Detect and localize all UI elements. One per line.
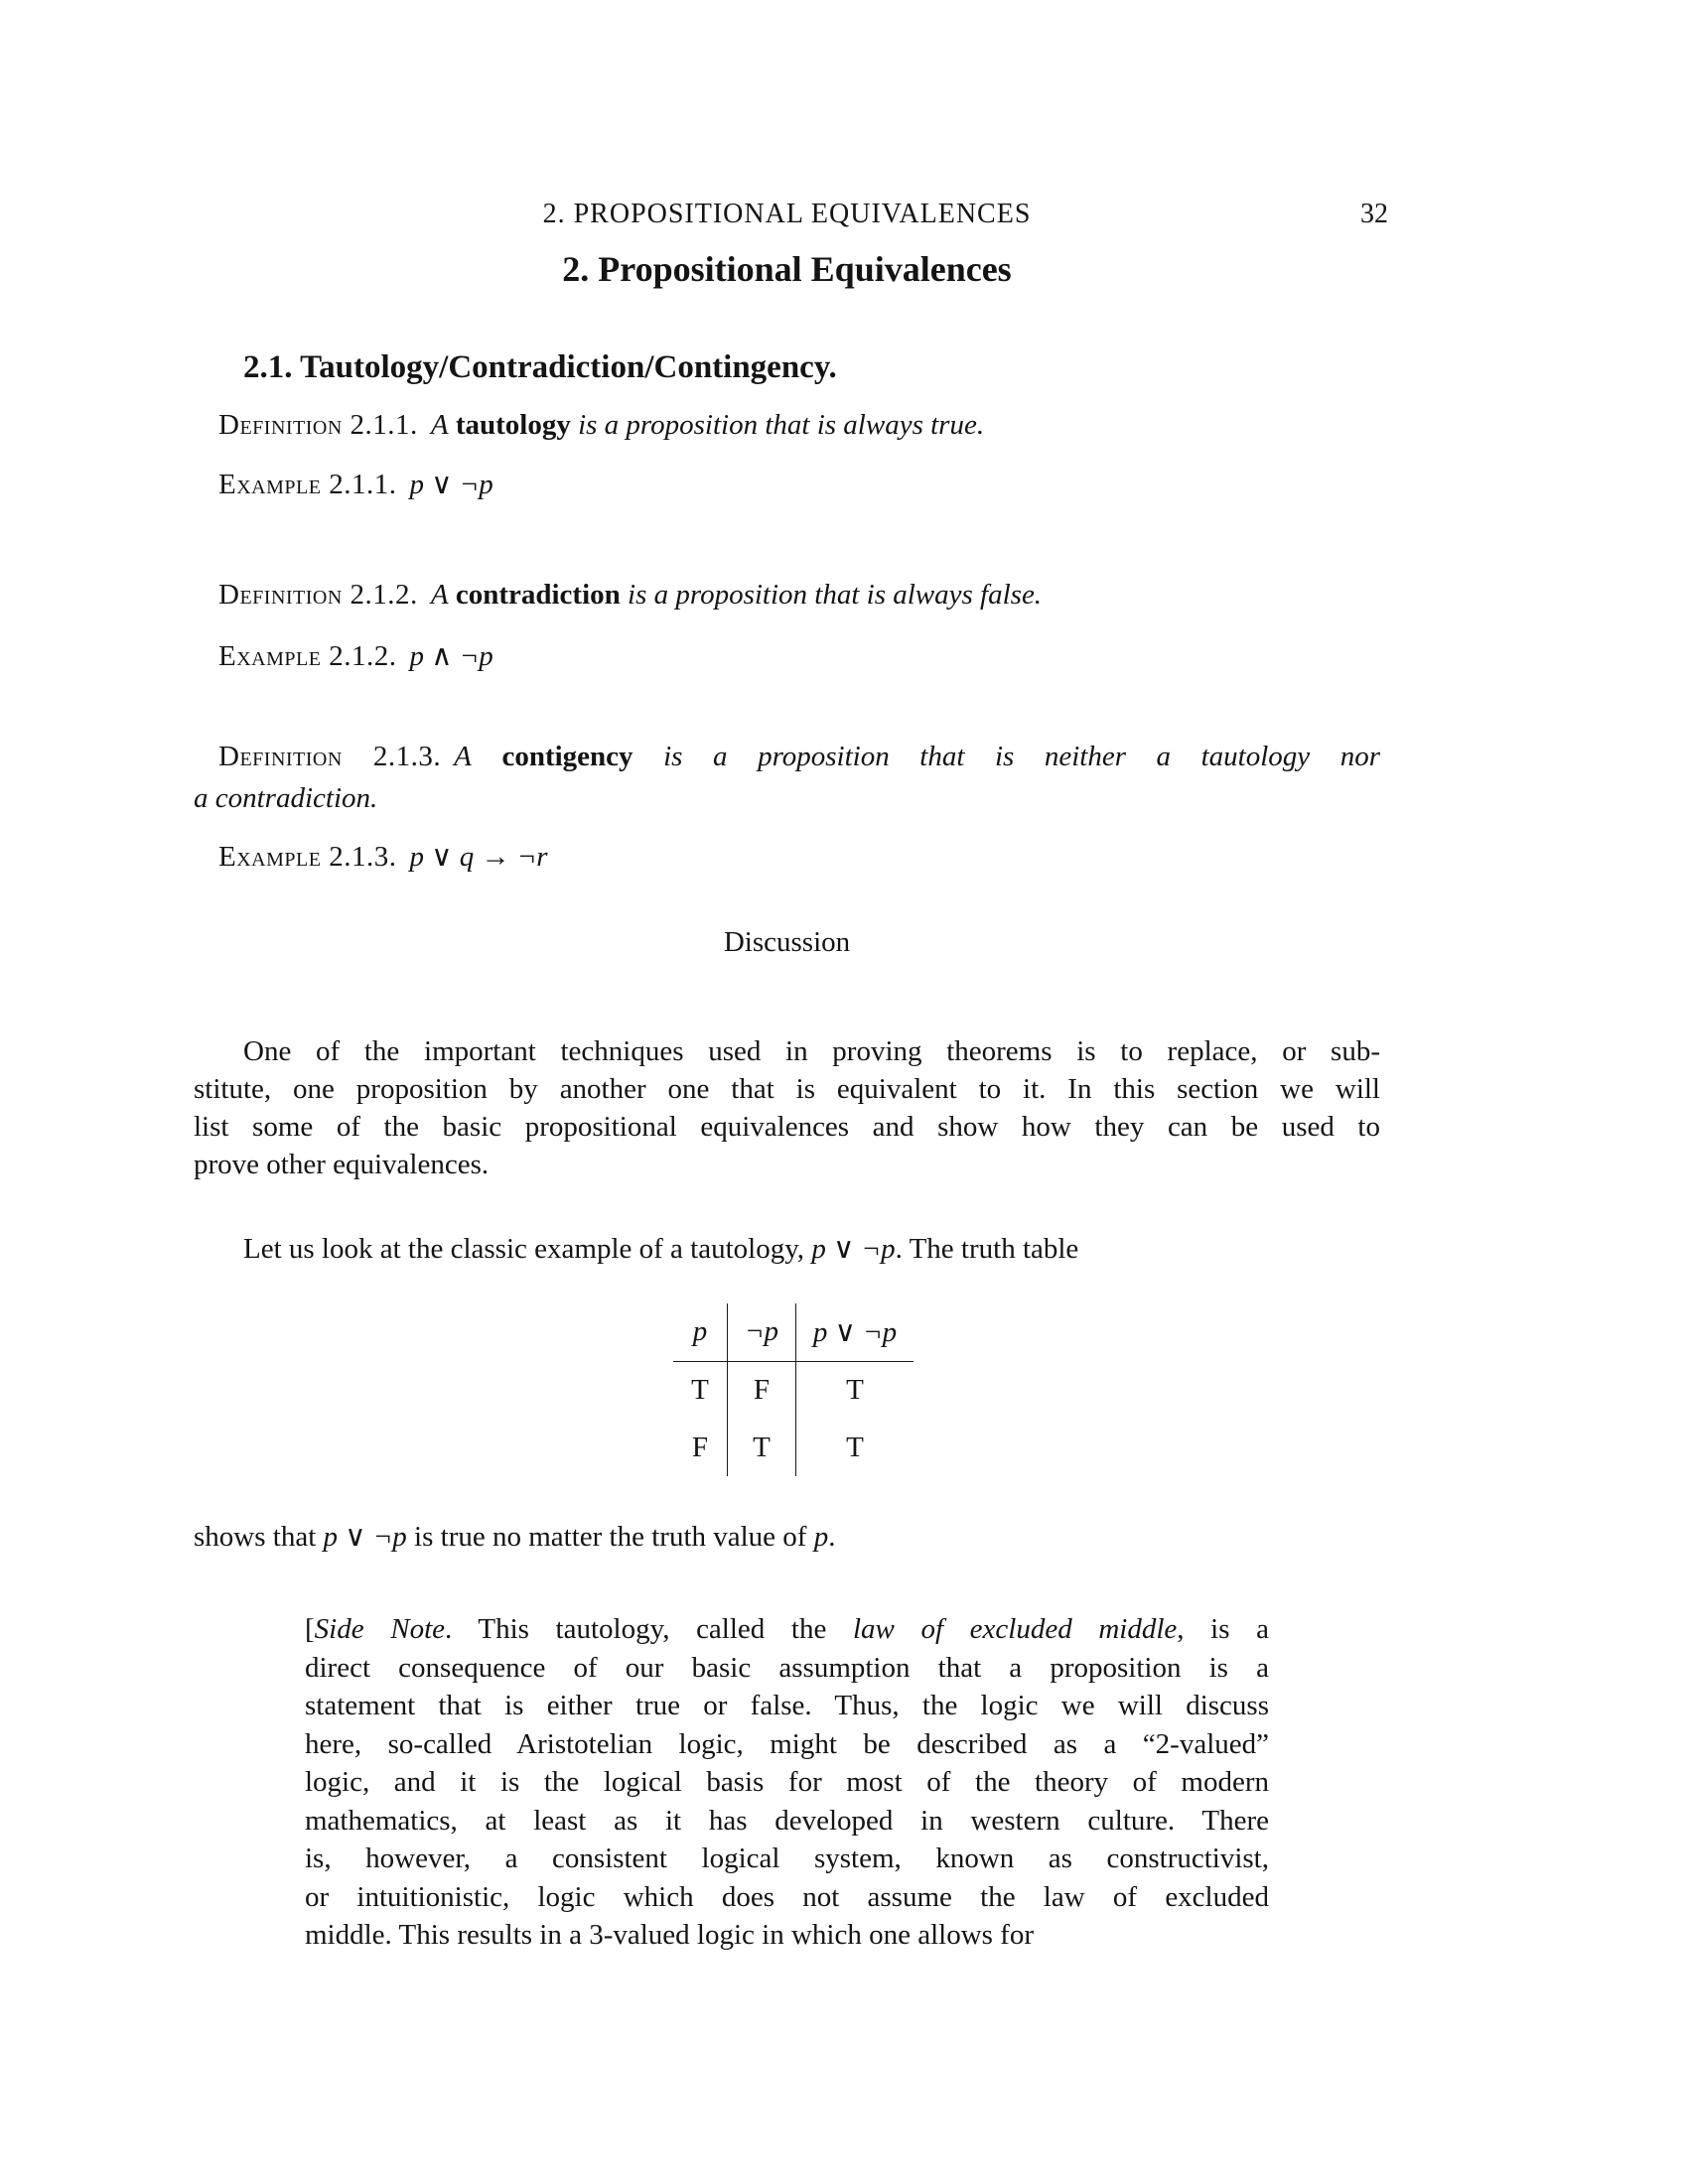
definition-article: A xyxy=(430,409,449,441)
paragraph-text: . xyxy=(828,1521,836,1553)
truth-table-row xyxy=(673,1419,914,1476)
definition-text: is a proposition that is neither a tautology nor xyxy=(663,741,1381,772)
paragraph-line: stitute, one proposition by another one that is equivalent to it. In this section we will xyxy=(194,1073,1380,1105)
page-number: 32 xyxy=(1360,199,1388,229)
example-2-1-2 xyxy=(218,638,493,673)
section-heading: 2.1. Tautology/Contradiction/Contingency. xyxy=(243,349,837,385)
truth-table-header-cell: p ∨ ¬p xyxy=(796,1303,914,1361)
side-note-line: statement that is either true or false. Thus, the logic we will discuss xyxy=(305,1690,1269,1721)
paragraph-line: prove other equivalences. xyxy=(194,1149,490,1180)
paragraph-text: . The truth table xyxy=(895,1233,1079,1265)
example-formula: p ∧ ¬p xyxy=(409,640,493,672)
side-note-bracket: [ xyxy=(305,1613,315,1645)
truth-table-cell: T xyxy=(796,1361,914,1419)
truth-table-header-cell: p xyxy=(673,1303,728,1361)
definition-text: is a proposition that is always false. xyxy=(628,579,1043,611)
running-head xyxy=(194,199,1388,230)
paragraph-text: is true no matter the truth value of xyxy=(414,1521,807,1553)
definition-2-1-2 xyxy=(218,579,1042,612)
side-note-label: Side Note xyxy=(314,1613,445,1645)
side-note-line: logic, and it is the logical basis for most of the theory of modern xyxy=(305,1766,1269,1798)
truth-table-header-cell: ¬p xyxy=(728,1303,796,1361)
example-formula: p ∨ ¬p xyxy=(409,469,493,500)
example-2-1-3 xyxy=(218,839,548,874)
truth-table-row xyxy=(673,1361,914,1419)
example-2-1-1 xyxy=(218,467,493,501)
truth-table-cell: F xyxy=(691,1431,709,1463)
side-note-line: is, however, a consistent logical system, known as constructivist, xyxy=(305,1843,1269,1874)
side-note-line: here, so-called Aristotelian logic, might be described as a “2-valued” xyxy=(305,1727,1269,1760)
truth-table-header-row xyxy=(673,1303,914,1361)
paragraph-3 xyxy=(194,1519,835,1554)
truth-table-cell: T xyxy=(691,1373,709,1406)
definition-label: Definition 2.1.1. xyxy=(218,409,418,441)
definition-label: Definition 2.1.2. xyxy=(218,579,418,611)
definition-text: is a proposition that is always true. xyxy=(578,409,985,441)
inline-formula: p xyxy=(813,1521,829,1553)
inline-formula: p ∨ ¬p xyxy=(811,1233,896,1265)
side-note-text: , is a xyxy=(1177,1613,1269,1645)
definition-term: tautology xyxy=(455,409,571,441)
definition-article: A xyxy=(430,579,449,611)
definition-term: contradiction xyxy=(455,579,621,611)
truth-table-cell: T xyxy=(796,1419,914,1476)
example-label: Example 2.1.1. xyxy=(218,469,397,500)
example-label: Example 2.1.3. xyxy=(218,841,397,873)
truth-table xyxy=(673,1303,914,1476)
paragraph-text: shows that xyxy=(194,1521,317,1553)
paragraph-line: list some of the basic propositional equivalences and show how they can be used to xyxy=(194,1111,1380,1143)
definition-2-1-1 xyxy=(218,409,984,442)
side-note-line: direct consequence of our basic assumption that a proposition is a xyxy=(305,1651,1269,1684)
page-title: 2. Propositional Equivalences xyxy=(562,249,1012,289)
side-note-text: . This tautology, called the xyxy=(445,1613,853,1645)
side-note-line: mathematics, at least as it has developed in western culture. There xyxy=(305,1804,1269,1837)
truth-table-cell: T xyxy=(728,1419,796,1476)
definition-article: A xyxy=(454,741,472,772)
side-note xyxy=(305,1610,1269,1955)
paragraph-2 xyxy=(243,1231,1078,1266)
discussion-heading: Discussion xyxy=(723,926,851,958)
example-formula: p ∨ q → ¬r xyxy=(409,841,548,873)
definition-2-1-3-line2: a contradiction. xyxy=(194,782,378,814)
paragraph-text: Let us look at the classic example of a tautology, xyxy=(243,1233,805,1265)
paragraph-line: One of the important techniques used in proving theorems is to replace, or sub- xyxy=(243,1035,1380,1067)
definition-2-1-3-line1 xyxy=(218,741,1380,773)
truth-table-cell: F xyxy=(728,1361,796,1419)
side-note-line: middle. This results in a 3-valued logic in which one allows for xyxy=(305,1919,1034,1951)
inline-formula: p ∨ ¬p xyxy=(323,1521,407,1553)
running-head-title: 2. PROPOSITIONAL EQUIVALENCES xyxy=(542,199,1032,229)
side-note-line: or intuitionistic, logic which does not assume the law of excluded xyxy=(305,1880,1269,1913)
side-note-line xyxy=(305,1610,1269,1649)
definition-term: contigency xyxy=(501,741,633,772)
paragraph-1 xyxy=(194,1032,1380,1183)
definition-label: Definition 2.1.3. xyxy=(218,741,442,772)
side-note-emphasis: law of excluded middle xyxy=(852,1613,1178,1645)
example-label: Example 2.1.2. xyxy=(218,640,397,672)
